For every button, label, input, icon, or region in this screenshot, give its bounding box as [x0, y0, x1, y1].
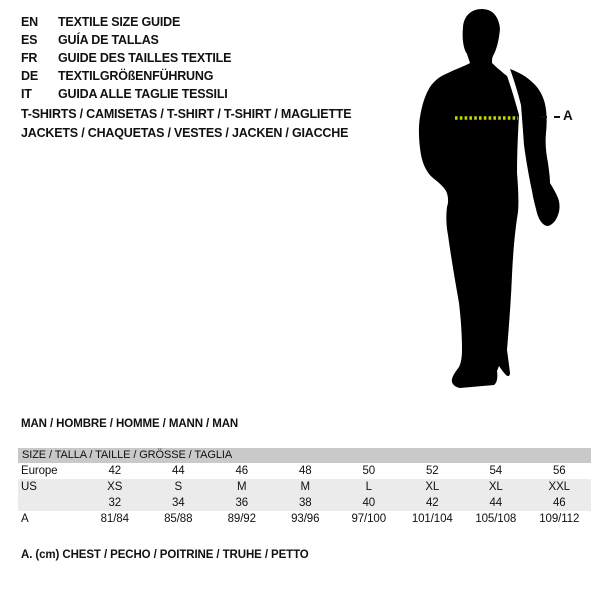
- language-code: IT: [21, 87, 32, 101]
- size-cell: L: [365, 481, 372, 493]
- row-label: [18, 495, 83, 511]
- language-title: TEXTILE SIZE GUIDE: [58, 15, 181, 29]
- size-cell: 50: [362, 465, 376, 477]
- language-row: [21, 85, 231, 103]
- size-table-header: SIZE / TALLA / TAILLE / GRÖSSE / TAGLIA: [18, 448, 591, 463]
- row-label: Europe: [21, 465, 58, 477]
- size-cell: 34: [171, 497, 185, 509]
- size-cell: 46: [552, 497, 566, 509]
- table-row-us-numbers: [18, 495, 591, 511]
- size-cell: 56: [552, 465, 566, 477]
- language-row: [21, 49, 231, 67]
- row-label: US: [21, 481, 37, 493]
- size-cell: 44: [489, 497, 503, 509]
- language-code: EN: [21, 15, 38, 29]
- size-cell: 40: [362, 497, 376, 509]
- size-table-grid: [18, 463, 591, 527]
- size-cell: 109/112: [539, 513, 580, 525]
- size-cell: 42: [425, 497, 439, 509]
- man-silhouette-icon: [410, 5, 570, 395]
- size-cell: 42: [108, 465, 122, 477]
- size-cell: 105/108: [475, 513, 517, 525]
- category-line-tshirts: T-SHIRTS / CAMISETAS / T-SHIRT / T-SHIRT / MAGLIETTE: [21, 107, 352, 121]
- garment-categories: [21, 105, 351, 143]
- language-guide-list: [21, 13, 231, 103]
- size-cell: 44: [171, 465, 185, 477]
- size-cell: 81/84: [100, 513, 129, 525]
- table-row-chest: [18, 511, 591, 527]
- table-row-us-letters: [18, 479, 591, 495]
- size-cell: XS: [107, 481, 123, 493]
- language-code: DE: [21, 69, 38, 83]
- size-cell: M: [300, 481, 310, 493]
- size-cell: 46: [235, 465, 249, 477]
- size-cell: 85/88: [164, 513, 193, 525]
- size-cell: 101/104: [411, 513, 453, 525]
- language-row: [21, 31, 231, 49]
- measurement-footnote: A. (cm) CHEST / PECHO / POITRINE / TRUHE / PETTO: [21, 549, 309, 561]
- language-title: TEXTILGRÖßENFÜHRUNG: [58, 69, 214, 83]
- category-line-jackets: JACKETS / CHAQUETAS / VESTES / JACKEN / GIACCHE: [21, 126, 349, 140]
- measure-marker-label: A: [563, 108, 573, 123]
- section-label: MAN / HOMBRE / HOMME / MANN / MAN: [21, 418, 239, 430]
- size-cell: M: [237, 481, 247, 493]
- size-cell: XL: [425, 481, 440, 493]
- measure-callout-line: [541, 116, 560, 118]
- size-cell: XXL: [548, 481, 570, 493]
- row-label: A: [21, 513, 29, 525]
- size-cell: 36: [235, 497, 249, 509]
- language-row: [21, 67, 231, 85]
- size-cell: 48: [298, 465, 312, 477]
- size-cell: 32: [108, 497, 122, 509]
- size-cell: 54: [489, 465, 503, 477]
- size-cell: S: [174, 481, 183, 493]
- size-cell: 52: [425, 465, 439, 477]
- language-code: FR: [21, 51, 38, 65]
- language-title: GUÍA DE TALLAS: [58, 33, 159, 47]
- language-row: [21, 13, 231, 31]
- size-cell: 89/92: [227, 513, 256, 525]
- size-cell: 38: [298, 497, 312, 509]
- size-cell: XL: [488, 481, 503, 493]
- table-row-europe: [18, 463, 591, 479]
- size-cell: 97/100: [351, 513, 387, 525]
- size-cell: 93/96: [291, 513, 320, 525]
- size-table: [18, 448, 591, 527]
- language-code: ES: [21, 33, 38, 47]
- language-title: GUIDA ALLE TAGLIE TESSILI: [58, 87, 228, 101]
- measurement-figure: [410, 5, 595, 395]
- language-title: GUIDE DES TAILLES TEXTILE: [58, 51, 232, 65]
